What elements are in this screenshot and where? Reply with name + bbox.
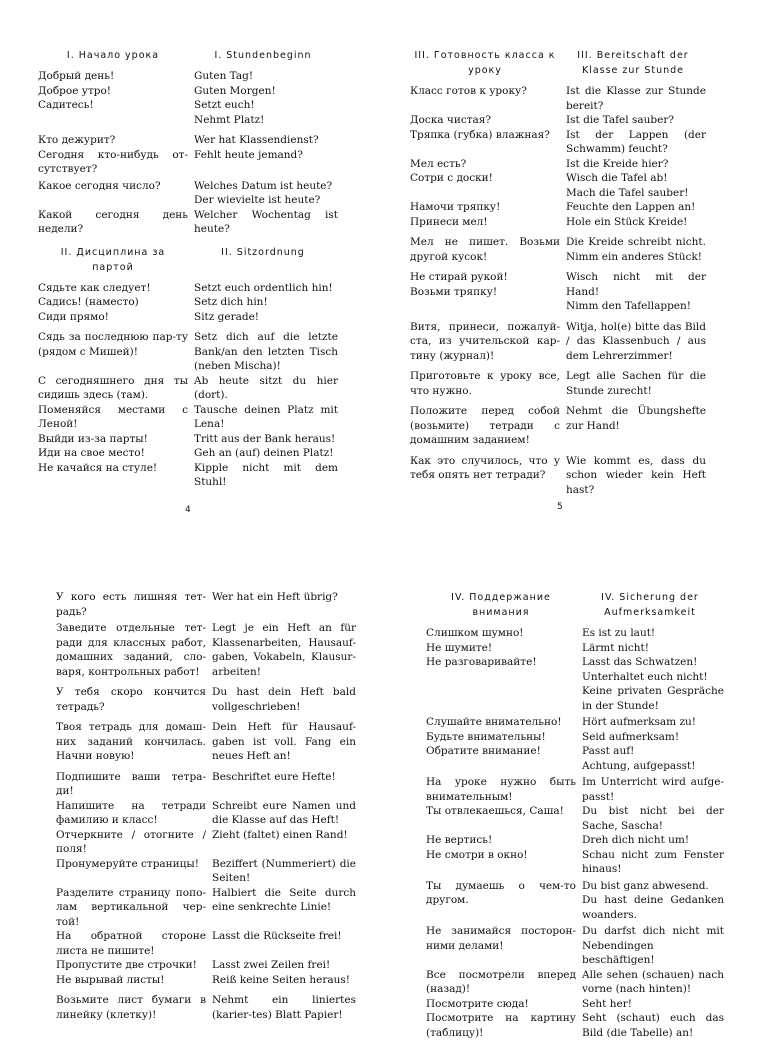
de-text: Tritt aus der Bank heraus! Geh an (auf) deinen Platz! Kipple nicht mit dem Stuhl! bbox=[194, 432, 338, 488]
de-text: Lasst die Rückseite frei! bbox=[212, 930, 342, 942]
phrase-row bbox=[38, 330, 338, 374]
phrase-row bbox=[410, 200, 706, 229]
phrase-row bbox=[56, 993, 356, 1022]
ru-text: Кто дежурит? Сегодня кто-нибудь от-сутствует? bbox=[38, 134, 188, 175]
phrase-row bbox=[426, 775, 724, 804]
de-text: Ist die Kreide hier? Wisch die Tafel ab! Mach die Tafel sauber! bbox=[566, 157, 689, 199]
ru-text: Пронумеруйте страницы! bbox=[56, 857, 200, 870]
de-text: Wer hat Klassendienst? Fehlt heute jemand? bbox=[194, 134, 319, 161]
ru-text: Заведите отдельные тет-ради для классных работ, домашних заданий, сло-варя, контрольных работ! bbox=[56, 622, 206, 678]
phrase-row bbox=[56, 828, 356, 857]
de-text: Beschriftet eure Hefte! bbox=[212, 770, 336, 783]
page-number: 5 bbox=[557, 502, 563, 512]
de-text: Hört aufmerksam zu! Seid aufmerksam! Passt auf! Achtung, aufgepasst! bbox=[582, 716, 696, 772]
phrase-row bbox=[426, 1011, 724, 1040]
header-de: II. Sitzordnung bbox=[221, 246, 305, 258]
de-text: Tausche deinen Platz mit Lena! bbox=[194, 403, 338, 430]
phrase-row bbox=[426, 997, 724, 1012]
phrase-row bbox=[410, 113, 706, 157]
phrase-row bbox=[426, 833, 724, 877]
ru-text: Сядьте как следует! Садись! (наместо) Сиди прямо! bbox=[38, 281, 151, 323]
phrase-row bbox=[56, 958, 356, 987]
ru-text: С сегодняшнего дня ты сидишь здесь (там). bbox=[38, 374, 188, 401]
ru-text: Все посмотрели вперед (назад)! bbox=[426, 968, 576, 995]
ru-text: Ты отвлекаешься, Саша! bbox=[426, 805, 564, 817]
page-5-top bbox=[410, 48, 706, 497]
ru-text: Выйди из-за парты! Иди на свое место! Не качайся на стуле! bbox=[38, 432, 158, 474]
phrase-row bbox=[38, 133, 338, 177]
de-text: Beziffert (Nummeriert) die Seiten! bbox=[212, 857, 356, 884]
phrase-row bbox=[38, 374, 338, 403]
phrase-row bbox=[56, 720, 356, 764]
ru-text: Класс готов к уроку? bbox=[410, 85, 527, 97]
phrase-row bbox=[410, 157, 706, 201]
de-text: Welcher Wochentag ist heute? bbox=[194, 208, 338, 235]
de-text: Ist die Tafel sauber? Ist der Lappen (der Schwamm) feucht? bbox=[566, 114, 706, 155]
ru-text: Добрый день! Доброе утро! Садитесь! bbox=[38, 70, 115, 111]
de-text: Halbiert die Seite durch eine senkrechte Linie! bbox=[212, 886, 356, 913]
de-text: Es ist zu laut! Lärmt nicht! Lasst das Schwatzen! Unterhaltet euch nicht! Keine privaten Gespräche in der Stunde! bbox=[582, 627, 724, 712]
de-text: Welches Datum ist heute? Der wievielte ist heute? bbox=[194, 179, 333, 206]
ru-text: Намочи тряпку! Принеси мел! bbox=[410, 201, 501, 228]
section-header-2 bbox=[38, 245, 338, 275]
de-text: Nehmt die Übungshefte zur Hand! bbox=[566, 405, 706, 432]
de-text: Setz dich auf die letzte Bank/an den letzten Tisch (neben Mischa)! bbox=[194, 331, 338, 372]
phrase-row bbox=[410, 320, 706, 364]
ru-text: Пропустите две строчки! Не вырывай листы! bbox=[56, 959, 197, 986]
header-ru: IV. Поддержание внимания bbox=[451, 592, 551, 618]
ru-text: Мел есть? Сотри с доски! bbox=[410, 157, 493, 184]
header-ru: II. Дисциплина за партой bbox=[60, 246, 166, 273]
header-ru: III. Готовность класса к уроку bbox=[414, 50, 556, 76]
ru-text: Посмотрите сюда! bbox=[426, 997, 529, 1010]
ru-text: Слушайте внимательно! Будьте внимательны! Обратите внимание! bbox=[426, 716, 562, 757]
page-7-bottom bbox=[426, 590, 724, 1040]
ru-text: Твоя тетрадь для домаш-них заданий кончилась. Начни новую! bbox=[56, 721, 206, 762]
de-text: Du bist ganz abwesend. Du hast deine Gedanken woanders. bbox=[582, 879, 724, 921]
ru-text: Витя, принеси, пожалуй-ста, из учительской кар-тину (журнал)! bbox=[410, 320, 560, 362]
section-header-4 bbox=[426, 590, 724, 620]
de-text: Wisch nicht mit der Hand! Nimm den Tafellappen! bbox=[566, 271, 706, 312]
phrase-row bbox=[426, 804, 724, 833]
de-text: Lasst zwei Zeilen frei! Reiß keine Seiten heraus! bbox=[212, 959, 351, 986]
phrase-row bbox=[56, 590, 356, 619]
ru-text: Не вертись! Не смотри в окно! bbox=[426, 834, 528, 861]
de-text: Die Kreide schreibt nicht. Nimm ein anderes Stück! bbox=[566, 236, 706, 263]
phrase-row bbox=[410, 270, 706, 314]
ru-text: Как это случилось, что у тебя опять нет тетради? bbox=[410, 454, 560, 481]
de-text: Du darfst dich nicht mit Nebendingen beschäftigen! bbox=[582, 925, 724, 966]
phrase-row bbox=[410, 404, 706, 448]
ru-text: Слишком шумно! Не шумите! Не разговаривайте! bbox=[426, 627, 537, 668]
phrase-row bbox=[38, 208, 338, 237]
de-text: Alle sehen (schauen) nach vorne (nach hinten)! bbox=[582, 968, 724, 995]
ru-text: Не занимайся посторон-ними делами! bbox=[426, 925, 576, 952]
de-text: Nehmt ein liniertes (karier-tes) Blatt Papier! bbox=[212, 994, 356, 1021]
phrase-row bbox=[56, 857, 356, 886]
ru-text: Посмотрите на картину (таблицу)! bbox=[426, 1012, 576, 1039]
ru-text: Отчеркните / отогните / поля! bbox=[56, 828, 206, 855]
ru-text: Положите перед собой (возьмите) тетради с домашним заданием! bbox=[410, 405, 560, 446]
de-text: Feuchte den Lappen an! Hole ein Stück Kreide! bbox=[566, 201, 696, 228]
ru-text: Какой сегодня день недели? bbox=[38, 208, 188, 235]
phrase-row bbox=[38, 179, 338, 208]
de-text: Du bist nicht bei der Sache, Sascha! bbox=[582, 805, 724, 832]
ru-text: Доска чистая? Тряпка (губка) влажная? bbox=[410, 114, 550, 141]
page-number: 4 bbox=[185, 505, 191, 515]
ru-text: Какое сегодня число? bbox=[38, 179, 161, 192]
de-text: Seht (schaut) euch das Bild (die Tabelle) an! bbox=[582, 1012, 724, 1039]
de-text: Wie kommt es, dass du schon wieder kein Heft hast? bbox=[566, 454, 706, 496]
header-de: III. Bereitschaft der Klasse zur Stunde bbox=[577, 50, 689, 76]
ru-text: Не стирай рукой! Возьми тряпку! bbox=[410, 271, 508, 298]
ru-text: Напишите на тетради фамилию и класс! bbox=[56, 799, 206, 826]
phrase-row bbox=[410, 84, 706, 113]
page-4-top bbox=[38, 48, 338, 490]
header-de: IV. Sicherung der Aufmerksamkeit bbox=[601, 592, 699, 618]
phrase-row bbox=[426, 715, 724, 773]
phrase-row bbox=[38, 432, 338, 490]
phrase-row bbox=[56, 929, 356, 958]
phrase-row bbox=[410, 369, 706, 398]
phrase-row bbox=[56, 799, 356, 828]
ru-text: У кого есть лишняя тет-радь? bbox=[56, 591, 206, 618]
de-text: Ist die Klasse zur Stunde bereit? bbox=[566, 85, 706, 112]
ru-text: Ты думаешь о чем-то другом. bbox=[426, 879, 576, 906]
de-text: Legt alle Sachen für die Stunde zurecht! bbox=[566, 370, 706, 397]
phrase-row bbox=[56, 685, 356, 714]
de-text: Legt je ein Heft an für Klassenarbeiten, Hausauf-gaben, Vokabeln, Klausur-arbeiten! bbox=[212, 622, 356, 678]
de-text: Im Unterricht wird aufge-passt! bbox=[582, 776, 724, 803]
phrase-row bbox=[38, 69, 338, 127]
phrase-row bbox=[56, 621, 356, 679]
phrase-row bbox=[38, 403, 338, 432]
page-6-bottom bbox=[56, 590, 356, 1022]
de-text: Wer hat ein Heft übrig? bbox=[212, 591, 338, 603]
phrase-row bbox=[426, 626, 724, 713]
phrase-row bbox=[410, 454, 706, 498]
header-ru: I. Начало урока bbox=[66, 50, 160, 61]
de-text: Dreh dich nicht um! Schau nicht zum Fenster hinaus! bbox=[582, 834, 724, 875]
ru-text: На обратной стороне листа не пишите! bbox=[56, 930, 206, 957]
section-header-1 bbox=[38, 48, 338, 63]
de-text: Setzt euch ordentlich hin! Setz dich hin! Sitz gerade! bbox=[194, 281, 333, 323]
de-text: Zieht (faltet) einen Rand! bbox=[212, 828, 348, 841]
phrase-row bbox=[38, 281, 338, 325]
phrase-row bbox=[56, 886, 356, 930]
de-text: Witja, hol(e) bitte das Bild / das Klassenbuch / aus dem Lehrerzimmer! bbox=[566, 320, 706, 362]
de-text: Ab heute sitzt du hier (dort). bbox=[194, 374, 338, 401]
header-de: I. Stundenbeginn bbox=[214, 50, 312, 61]
phrase-row bbox=[56, 770, 356, 799]
phrase-row bbox=[426, 968, 724, 997]
ru-text: Поменяйся местами с Леной! bbox=[38, 403, 188, 430]
de-text: Seht her! bbox=[582, 997, 632, 1010]
phrase-row bbox=[426, 879, 724, 923]
section-header-3 bbox=[410, 48, 706, 78]
ru-text: Возьмите лист бумаги в линейку (клетку)! bbox=[56, 994, 206, 1021]
de-text: Guten Tag! Guten Morgen! Setzt euch! Nehmt Platz! bbox=[194, 70, 276, 126]
ru-text: На уроке нужно быть внимательным! bbox=[426, 776, 576, 803]
ru-text: Приготовьте к уроку все, что нужно. bbox=[410, 370, 560, 397]
ru-text: Подпишите ваши тетра-ди! bbox=[56, 770, 206, 797]
de-text: Schreibt eure Namen und die Klasse auf das Heft! bbox=[212, 799, 356, 826]
ru-text: Разделите страницу попо-лам вертикальной чер-той! bbox=[56, 886, 206, 928]
ru-text: У тебя скоро кончится тетрадь? bbox=[56, 686, 206, 713]
phrase-row bbox=[426, 924, 724, 968]
de-text: Dein Heft für Hausauf-gaben ist voll. Fang ein neues Heft an! bbox=[212, 721, 356, 762]
phrase-row bbox=[410, 235, 706, 264]
ru-text: Сядь за последнюю пар-ту (рядом с Мишей)! bbox=[38, 331, 188, 358]
de-text: Du hast dein Heft bald vollgeschrieben! bbox=[212, 686, 356, 713]
ru-text: Мел не пишет. Возьми другой кусок! bbox=[410, 236, 560, 263]
